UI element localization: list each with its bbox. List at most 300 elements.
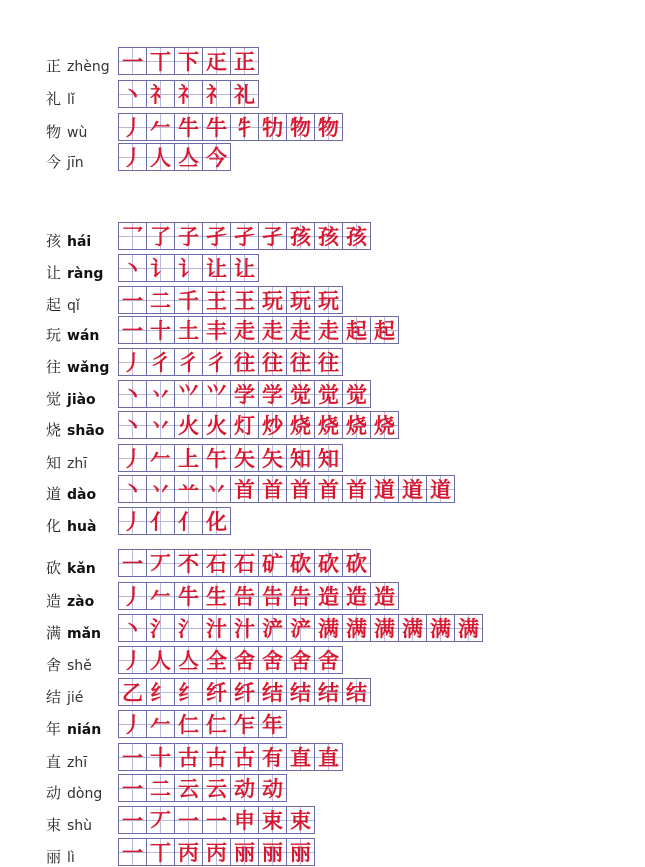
stroke-step-cell <box>286 444 315 472</box>
stroke-step: 玩 <box>318 287 339 313</box>
stroke-step-cell <box>202 475 231 503</box>
stroke-step-cell <box>314 286 343 314</box>
stroke-step-cell <box>118 806 147 834</box>
stroke-step: 牛 <box>206 114 227 140</box>
stroke-step-cell <box>118 254 147 282</box>
stroke-step-cell <box>258 222 287 250</box>
hanzi: 满 <box>46 624 62 642</box>
character-label <box>46 483 96 504</box>
character-label <box>46 782 102 803</box>
stroke-step: 舍 <box>290 647 311 673</box>
stroke-step: 一 <box>122 744 143 770</box>
stroke-step: 王 <box>234 287 255 313</box>
stroke-step: 礻 <box>150 81 171 107</box>
stroke-step: 讠 <box>178 255 199 281</box>
stroke-step-cell <box>202 286 231 314</box>
stroke-step-cell <box>314 316 343 344</box>
stroke-step: 满 <box>374 615 395 641</box>
stroke-step-cell <box>342 411 371 439</box>
character-label <box>46 718 101 739</box>
stroke-step: 午 <box>206 445 227 471</box>
stroke-step-cell <box>230 316 259 344</box>
stroke-step-cell <box>146 113 175 141</box>
stroke-step-cell <box>202 710 231 738</box>
stroke-order-grid <box>118 549 370 577</box>
stroke-step: 𤴓 <box>206 48 227 74</box>
stroke-step-cell <box>146 678 175 706</box>
stroke-step: 孩 <box>290 223 311 249</box>
stroke-step: 彳 <box>150 349 171 375</box>
stroke-step: 牛 <box>178 114 199 140</box>
stroke-step: 不 <box>178 550 199 576</box>
stroke-step-cell <box>146 80 175 108</box>
stroke-step-cell <box>258 444 287 472</box>
stroke-order-grid <box>118 47 258 75</box>
stroke-step-cell <box>230 549 259 577</box>
stroke-step: 礻 <box>206 81 227 107</box>
stroke-step-cell <box>146 646 175 674</box>
stroke-step-cell <box>202 222 231 250</box>
stroke-step: 亼 <box>178 144 199 170</box>
stroke-step-cell <box>258 678 287 706</box>
stroke-step: 起 <box>374 317 395 343</box>
stroke-order-grid <box>118 286 342 314</box>
character-label <box>46 515 96 536</box>
stroke-step: 满 <box>430 615 451 641</box>
stroke-step: 丿 <box>122 647 143 673</box>
stroke-step-cell <box>174 475 203 503</box>
stroke-step: 一 <box>122 317 143 343</box>
stroke-step-cell <box>202 678 231 706</box>
stroke-step: 千 <box>178 287 199 313</box>
stroke-step: 仁 <box>178 711 199 737</box>
stroke-step: 矢 <box>234 445 255 471</box>
character-row <box>0 380 645 408</box>
stroke-step-cell <box>258 549 287 577</box>
stroke-step: 氵 <box>178 615 199 641</box>
stroke-step-cell <box>174 549 203 577</box>
character-row <box>0 838 645 866</box>
stroke-step-cell <box>146 316 175 344</box>
stroke-order-grid <box>118 80 258 108</box>
stroke-step-cell <box>146 507 175 535</box>
stroke-step-cell <box>230 475 259 503</box>
stroke-step: 乍 <box>234 711 255 737</box>
pinyin: zhī <box>67 755 88 771</box>
stroke-step-cell <box>174 222 203 250</box>
stroke-step: 物 <box>290 114 311 140</box>
hanzi: 往 <box>46 358 62 376</box>
character-label <box>46 324 99 345</box>
stroke-step: 𠂉 <box>150 445 171 471</box>
pinyin: wù <box>67 125 88 141</box>
stroke-step-cell <box>118 614 147 642</box>
stroke-step: 彳 <box>206 349 227 375</box>
stroke-step-cell <box>174 380 203 408</box>
stroke-step: 走 <box>234 317 255 343</box>
stroke-step-cell <box>314 582 343 610</box>
stroke-step-cell <box>230 113 259 141</box>
stroke-step: 丽 <box>234 839 255 865</box>
stroke-step: 牛 <box>178 583 199 609</box>
stroke-step-cell <box>342 678 371 706</box>
stroke-step: 丷 <box>150 381 171 407</box>
stroke-step: 砍 <box>290 550 311 576</box>
stroke-order-grid <box>118 678 370 706</box>
stroke-step-cell <box>202 774 231 802</box>
stroke-step: 古 <box>206 744 227 770</box>
stroke-step-cell <box>202 582 231 610</box>
stroke-step-cell <box>202 411 231 439</box>
stroke-step-cell <box>286 838 315 866</box>
stroke-step-cell <box>230 411 259 439</box>
stroke-step: 纤 <box>206 679 227 705</box>
stroke-order-grid <box>118 582 398 610</box>
character-label <box>46 262 103 283</box>
stroke-step-cell <box>230 47 259 75</box>
stroke-step: 丿 <box>122 583 143 609</box>
stroke-order-grid <box>118 774 286 802</box>
character-label <box>46 557 96 578</box>
stroke-step: 一 <box>122 550 143 576</box>
stroke-step: 造 <box>346 583 367 609</box>
stroke-step-cell <box>230 380 259 408</box>
stroke-step-cell <box>342 316 371 344</box>
stroke-step: 丙 <box>206 839 227 865</box>
stroke-step-cell <box>342 549 371 577</box>
character-label <box>46 814 92 835</box>
stroke-step-cell <box>146 222 175 250</box>
stroke-step-cell <box>174 806 203 834</box>
stroke-step: 丿 <box>122 114 143 140</box>
stroke-step: 满 <box>458 615 479 641</box>
stroke-step-cell <box>370 614 399 642</box>
stroke-step: 𠂉 <box>150 114 171 140</box>
character-row <box>0 222 645 250</box>
pinyin: jiào <box>67 392 96 408</box>
stroke-step-cell <box>174 113 203 141</box>
stroke-step: 学 <box>234 381 255 407</box>
stroke-step: 告 <box>234 583 255 609</box>
character-row <box>0 444 645 472</box>
stroke-step-cell <box>118 113 147 141</box>
stroke-step-cell <box>174 80 203 108</box>
stroke-step-cell <box>314 549 343 577</box>
stroke-step: 古 <box>178 744 199 770</box>
stroke-step: 走 <box>318 317 339 343</box>
stroke-step: 纟 <box>178 679 199 705</box>
stroke-step: 申 <box>234 807 255 833</box>
stroke-step: 让 <box>234 255 255 281</box>
stroke-step: 灯 <box>234 412 255 438</box>
stroke-step: 火 <box>206 412 227 438</box>
stroke-step-cell <box>286 286 315 314</box>
stroke-step-cell <box>118 710 147 738</box>
pinyin: zhī <box>67 456 88 472</box>
stroke-step-cell <box>258 411 287 439</box>
stroke-step-cell <box>286 582 315 610</box>
stroke-step-cell <box>286 475 315 503</box>
pinyin: shě <box>67 658 92 674</box>
hanzi: 丽 <box>46 848 62 866</box>
stroke-step-cell <box>118 838 147 866</box>
pinyin: nián <box>67 722 102 738</box>
stroke-step-cell <box>202 143 231 171</box>
stroke-step: 子 <box>178 223 199 249</box>
stroke-step-cell <box>286 380 315 408</box>
pinyin: zhèng <box>67 59 110 75</box>
stroke-step-cell <box>230 838 259 866</box>
stroke-step-cell <box>258 348 287 376</box>
stroke-step: 纟 <box>150 679 171 705</box>
stroke-step-cell <box>426 475 455 503</box>
stroke-step-cell <box>342 582 371 610</box>
stroke-step: 往 <box>290 349 311 375</box>
stroke-step: 全 <box>206 647 227 673</box>
stroke-step: 一 <box>122 48 143 74</box>
stroke-step: 丅 <box>150 839 171 865</box>
stroke-step-cell <box>174 614 203 642</box>
stroke-step: 二 <box>150 287 171 313</box>
stroke-step-cell <box>230 646 259 674</box>
character-label <box>46 88 75 109</box>
stroke-step: 一 <box>122 287 143 313</box>
stroke-step-cell <box>202 80 231 108</box>
stroke-step-cell <box>174 646 203 674</box>
stroke-step-cell <box>286 743 315 771</box>
stroke-step-cell <box>118 582 147 610</box>
stroke-step-cell <box>202 549 231 577</box>
stroke-order-grid <box>118 444 342 472</box>
stroke-step: 石 <box>234 550 255 576</box>
stroke-step-cell <box>202 113 231 141</box>
stroke-step-cell <box>118 444 147 472</box>
stroke-step-cell <box>258 316 287 344</box>
stroke-step: 讠 <box>150 255 171 281</box>
stroke-order-grid <box>118 348 342 376</box>
stroke-step-cell <box>174 348 203 376</box>
character-row <box>0 286 645 314</box>
pinyin: wǎng <box>67 360 110 376</box>
stroke-step: 一 <box>122 839 143 865</box>
stroke-step-cell <box>118 678 147 706</box>
stroke-step-cell <box>118 475 147 503</box>
stroke-step: 丶 <box>122 381 143 407</box>
stroke-step-cell <box>258 475 287 503</box>
character-row <box>0 549 645 577</box>
stroke-order-grid <box>118 411 398 439</box>
stroke-step: 礻 <box>178 81 199 107</box>
stroke-step-cell <box>314 411 343 439</box>
character-label <box>46 356 109 377</box>
stroke-order-grid <box>118 113 342 141</box>
stroke-step: 氵 <box>150 615 171 641</box>
stroke-step-cell <box>118 507 147 535</box>
stroke-step-cell <box>202 348 231 376</box>
stroke-step-cell <box>230 444 259 472</box>
hanzi: 知 <box>46 454 62 472</box>
hanzi: 烧 <box>46 421 62 439</box>
stroke-step: 火 <box>178 412 199 438</box>
stroke-step-cell <box>286 614 315 642</box>
stroke-step: 烧 <box>290 412 311 438</box>
stroke-step-cell <box>202 444 231 472</box>
stroke-step-cell <box>286 316 315 344</box>
character-row <box>0 507 645 535</box>
character-row <box>0 774 645 802</box>
pinyin: zào <box>67 594 95 610</box>
stroke-step: 汁 <box>234 615 255 641</box>
pinyin: huà <box>67 519 97 535</box>
stroke-step-cell <box>118 80 147 108</box>
stroke-step: 古 <box>234 744 255 770</box>
stroke-step: 往 <box>234 349 255 375</box>
stroke-step: 炒 <box>262 412 283 438</box>
stroke-step: 道 <box>430 476 451 502</box>
stroke-step: 砍 <box>318 550 339 576</box>
stroke-step: 丷 <box>150 476 171 502</box>
stroke-step-cell <box>174 143 203 171</box>
character-label <box>46 654 92 675</box>
stroke-step: 烧 <box>346 412 367 438</box>
stroke-step: 牜 <box>234 114 255 140</box>
hanzi: 起 <box>46 296 62 314</box>
stroke-step-cell <box>146 444 175 472</box>
stroke-step-cell <box>118 316 147 344</box>
stroke-step: 生 <box>206 583 227 609</box>
stroke-step-cell <box>202 646 231 674</box>
stroke-step: 下 <box>178 48 199 74</box>
stroke-step-cell <box>454 614 483 642</box>
stroke-step: 孩 <box>318 223 339 249</box>
character-row <box>0 743 645 771</box>
stroke-step-cell <box>286 806 315 834</box>
character-row <box>0 582 645 610</box>
stroke-step: 觉 <box>346 381 367 407</box>
hanzi: 造 <box>46 592 62 610</box>
stroke-step: 满 <box>346 615 367 641</box>
character-row <box>0 614 645 642</box>
character-row <box>0 47 645 75</box>
hanzi: 玩 <box>46 326 62 344</box>
stroke-step-cell <box>118 286 147 314</box>
stroke-step-cell <box>230 80 259 108</box>
stroke-step: 起 <box>346 317 367 343</box>
stroke-step-cell <box>174 743 203 771</box>
stroke-order-grid <box>118 743 342 771</box>
stroke-step-cell <box>146 774 175 802</box>
stroke-step: 土 <box>178 317 199 343</box>
character-row <box>0 475 645 503</box>
stroke-step: 孑 <box>206 223 227 249</box>
stroke-step-cell <box>118 348 147 376</box>
stroke-step: 造 <box>318 583 339 609</box>
stroke-step-cell <box>118 774 147 802</box>
stroke-step-cell <box>230 743 259 771</box>
stroke-step: 丿 <box>122 144 143 170</box>
stroke-step: 王 <box>206 287 227 313</box>
stroke-step-cell <box>118 646 147 674</box>
stroke-step: 一 <box>122 775 143 801</box>
stroke-step-cell <box>258 380 287 408</box>
stroke-step: 丷 <box>150 412 171 438</box>
stroke-step-cell <box>174 582 203 610</box>
character-label <box>46 590 94 611</box>
character-label <box>46 452 87 473</box>
stroke-step-cell <box>174 507 203 535</box>
pinyin: hái <box>67 234 92 250</box>
stroke-step: 彳 <box>178 349 199 375</box>
stroke-step-cell <box>174 710 203 738</box>
stroke-step-cell <box>230 582 259 610</box>
stroke-step-cell <box>314 222 343 250</box>
stroke-step: 十 <box>150 744 171 770</box>
stroke-step: 束 <box>290 807 311 833</box>
stroke-step-cell <box>146 549 175 577</box>
stroke-step: 烧 <box>374 412 395 438</box>
pinyin: jié <box>67 690 84 706</box>
stroke-step-cell <box>146 47 175 75</box>
stroke-step-cell <box>118 411 147 439</box>
stroke-step-cell <box>314 475 343 503</box>
stroke-step: 结 <box>290 679 311 705</box>
character-row <box>0 411 645 439</box>
stroke-step: 乛 <box>122 223 143 249</box>
stroke-step: 首 <box>346 476 367 502</box>
stroke-order-grid <box>118 710 286 738</box>
stroke-step: 牞 <box>262 114 283 140</box>
stroke-step: 结 <box>262 679 283 705</box>
stroke-step: 舍 <box>234 647 255 673</box>
stroke-order-grid <box>118 646 342 674</box>
stroke-step-cell <box>342 222 371 250</box>
stroke-step-cell <box>314 380 343 408</box>
stroke-step-cell <box>314 113 343 141</box>
stroke-step-cell <box>314 614 343 642</box>
hanzi: 化 <box>46 517 62 535</box>
stroke-step-cell <box>314 444 343 472</box>
stroke-step-cell <box>146 286 175 314</box>
stroke-step-cell <box>174 411 203 439</box>
stroke-step-cell <box>202 838 231 866</box>
hanzi: 舍 <box>46 656 62 674</box>
stroke-step-cell <box>230 614 259 642</box>
stroke-order-grid <box>118 254 258 282</box>
stroke-step-cell <box>146 806 175 834</box>
stroke-step-cell <box>230 286 259 314</box>
stroke-step-cell <box>286 222 315 250</box>
stroke-step: 有 <box>262 744 283 770</box>
character-row <box>0 316 645 344</box>
stroke-step: 玩 <box>262 287 283 313</box>
stroke-step-cell <box>314 743 343 771</box>
character-row <box>0 143 645 171</box>
stroke-step-cell <box>146 411 175 439</box>
stroke-step-cell <box>118 549 147 577</box>
stroke-step: 走 <box>262 317 283 343</box>
stroke-step-cell <box>230 348 259 376</box>
stroke-step: 丿 <box>122 711 143 737</box>
stroke-step: 仁 <box>206 711 227 737</box>
stroke-step: 乙 <box>122 679 143 705</box>
stroke-step-cell <box>202 507 231 535</box>
hanzi: 孩 <box>46 232 62 250</box>
stroke-step-cell <box>314 646 343 674</box>
stroke-step: 舍 <box>318 647 339 673</box>
stroke-step: 丶 <box>122 615 143 641</box>
stroke-step-cell <box>342 380 371 408</box>
stroke-step: 云 <box>178 775 199 801</box>
